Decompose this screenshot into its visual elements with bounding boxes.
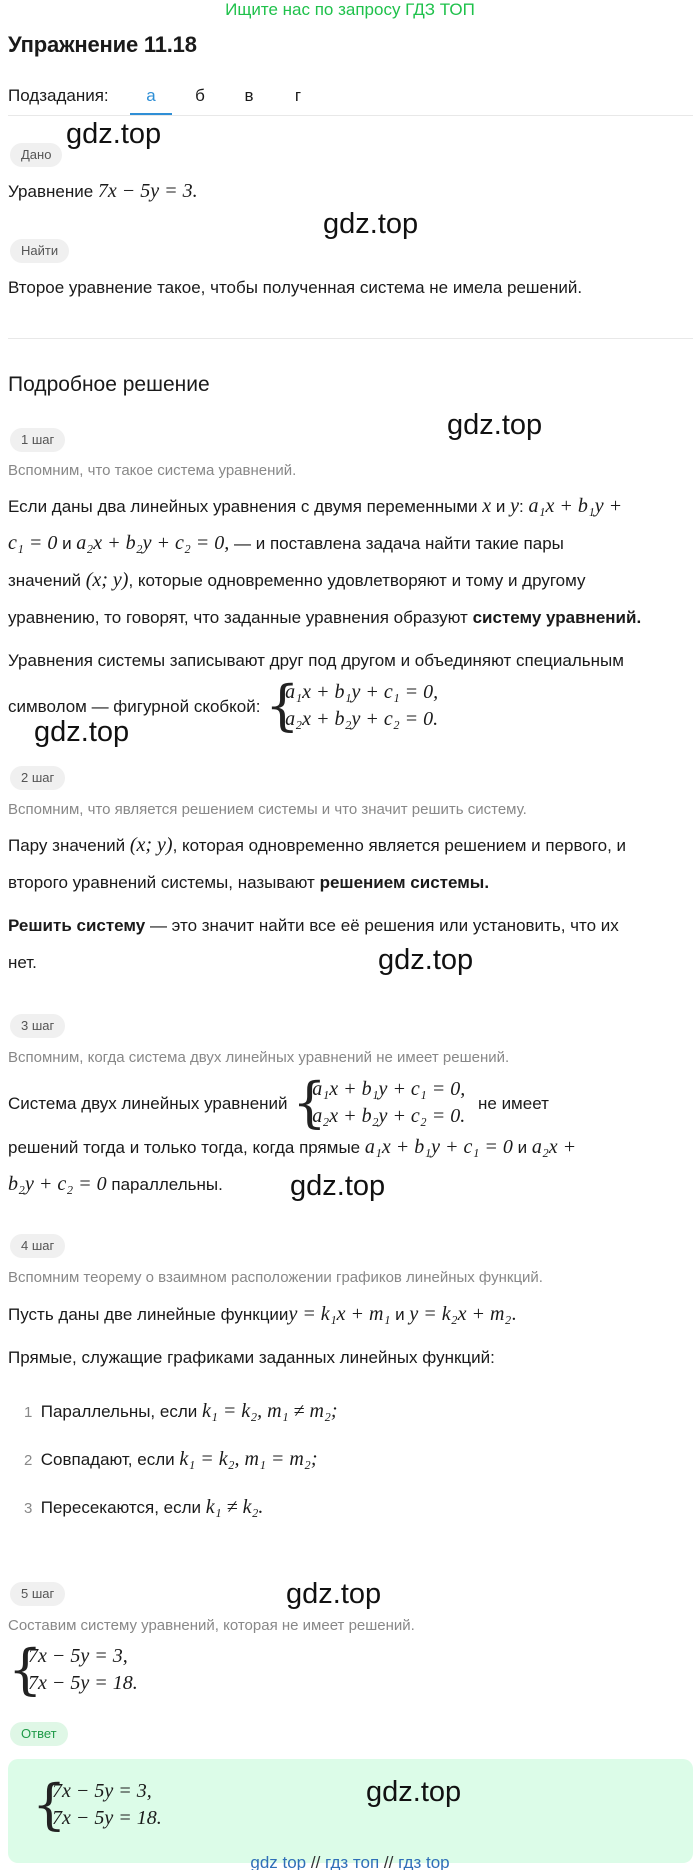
list-number: 1: [24, 1404, 33, 1421]
given-equation: 7x − 5y = 3.: [97, 180, 198, 202]
system-of-equations: [292, 1071, 466, 1134]
step-3-para-line2: [8, 1129, 693, 1166]
list-item: [8, 1489, 693, 1527]
system-eq-1: 7x − 5y = 3,: [52, 1780, 152, 1802]
math-equation: y = k₂x + m₂: [409, 1303, 512, 1325]
step-5-system: [8, 1638, 138, 1701]
system-of-equations: [32, 1773, 162, 1836]
step-5-hint: Составим систему уравнений, которая не имеет решений.: [8, 1617, 415, 1634]
text-fragment: и: [495, 497, 506, 516]
system-eq-2: 7x − 5y = 18.: [28, 1672, 138, 1694]
given-pill: Дано: [10, 143, 62, 167]
list-number: 3: [24, 1500, 33, 1517]
watermark: gdz.top: [323, 208, 419, 240]
step-4-para-line1: [8, 1296, 693, 1333]
step-1-para-line4: [8, 599, 693, 636]
text-fragment: , которая одновременно является решением и первого, и: [172, 836, 627, 855]
step-1-para-line3: [8, 562, 693, 599]
system-eq-2: a₂x + b₂y + c₂ = 0.: [312, 1105, 466, 1127]
step-4-para2: Прямые, служащие графиками заданных линейных функций:: [8, 1348, 495, 1367]
curly-brace-icon: {: [8, 1638, 43, 1701]
text-fragment: Система двух линейных уравнений: [8, 1093, 288, 1113]
step-1-pill: 1 шаг: [10, 428, 65, 452]
math-pair: (x; y): [129, 834, 173, 856]
watermark: gdz.top: [447, 409, 543, 441]
step-2-pill: 2 шаг: [10, 766, 65, 790]
list-text: Пересекаются, если: [40, 1498, 202, 1517]
text-fragment: .: [636, 608, 642, 627]
step-2-para2-line1: [8, 907, 693, 944]
step-5-pill: 5 шаг: [10, 1582, 65, 1606]
list-text: Совпадают, если: [40, 1450, 175, 1469]
step-2-para-line2: [8, 864, 693, 901]
math-condition: k₁ ≠ k₂.: [205, 1496, 264, 1518]
system-eq-1: a₁x + b₁y + c₁ = 0,: [312, 1078, 466, 1100]
text-fragment: не имеет: [478, 1093, 549, 1113]
text-fragment: Пару значений: [8, 836, 126, 855]
text-fragment: уравнению, то говорят, что заданные уравнения образуют: [8, 608, 468, 627]
step-2-para2-line2: нет.: [8, 953, 37, 972]
math-equation: a₂x + b₂y + c₂ = 0,: [76, 532, 230, 554]
watermark: gdz.top: [66, 118, 162, 150]
watermark: gdz.top: [366, 1776, 462, 1808]
top-banner: Ищите нас по запросу ГДЗ ТОП: [225, 0, 475, 19]
text-fragment: решений тогда и только тогда, когда прямые: [8, 1138, 361, 1157]
text-fragment: — и поставлена задача найти такие пары: [234, 534, 564, 553]
given-label: Уравнение: [8, 182, 94, 201]
step-3-pill: 3 шаг: [10, 1014, 65, 1038]
find-text: Второе уравнение такое, чтобы полученная система не имела решений.: [8, 278, 583, 297]
divider: [8, 115, 693, 116]
watermark: gdz.top: [34, 716, 130, 748]
text-fragment: .: [484, 873, 490, 892]
divider: [8, 338, 693, 339]
bold-term: решением системы: [319, 873, 485, 892]
system-eq-1: 7x − 5y = 3,: [28, 1645, 128, 1667]
footer-links: [0, 1853, 700, 1870]
answer-pill: Ответ: [10, 1722, 68, 1746]
footer-separator: //: [383, 1853, 394, 1870]
watermark: gdz.top: [286, 1578, 382, 1610]
math-equation: a₁x + b₁y +: [528, 495, 623, 517]
text-fragment: и: [62, 534, 72, 553]
text-fragment: значений: [8, 571, 81, 590]
math-y: y: [510, 495, 520, 517]
text-fragment: :: [519, 497, 524, 516]
step-1-para-line1: [8, 488, 693, 525]
step-2-hint: Вспомним, что является решением системы и что значит решить систему.: [8, 801, 527, 818]
list-item: [8, 1441, 693, 1479]
math-pair: (x; y): [85, 569, 129, 591]
answer-system: [32, 1773, 162, 1836]
bold-term: систему уравнений: [472, 608, 637, 627]
given-text: [8, 173, 693, 210]
system-eq-1: a₁x + b₁y + c₁ = 0,: [285, 681, 439, 703]
footer-link[interactable]: гдз top: [398, 1853, 450, 1870]
text-fragment: и: [517, 1138, 528, 1157]
tab-g[interactable]: г: [294, 86, 302, 105]
find-pill: Найти: [10, 239, 69, 263]
math-condition: k₁ = k₂, m₁ = m₂;: [179, 1448, 318, 1470]
watermark: gdz.top: [378, 944, 474, 976]
math-equation: y = k₁x + m₁: [288, 1303, 391, 1325]
list-number: 2: [24, 1452, 33, 1469]
list-item: [8, 1393, 693, 1431]
step-3-hint: Вспомним, когда система двух линейных уравнений не имеет решений.: [8, 1049, 510, 1066]
step-1-para-line2: [8, 525, 693, 562]
math-equation: a₁x + b₁y + c₁ = 0: [364, 1136, 513, 1158]
bold-term: Решить систему: [8, 916, 146, 935]
text-fragment: параллельны.: [111, 1175, 223, 1194]
text-fragment: и: [395, 1305, 405, 1324]
math-condition: k₁ = k₂, m₁ ≠ m₂;: [201, 1400, 338, 1422]
text-fragment: символом — фигурной скобкой:: [8, 696, 261, 716]
curly-brace-icon: {: [32, 1773, 67, 1836]
watermark: gdz.top: [290, 1170, 386, 1202]
math-equation: c₁ = 0: [8, 532, 58, 554]
text-fragment: второго уравнений системы, называют: [8, 873, 315, 892]
text-fragment: .: [511, 1303, 517, 1325]
step-3-para-line1: [8, 1071, 549, 1134]
system-eq-2: a₂x + b₂y + c₂ = 0.: [285, 708, 439, 730]
step-2-para-line1: [8, 827, 693, 864]
footer-link[interactable]: гдз топ: [325, 1853, 380, 1870]
step-1-para2-line1: Уравнения системы записывают друг под другом и объединяют специальным: [8, 651, 624, 670]
math-equation: b₂y + c₂ = 0: [8, 1173, 107, 1195]
step-1-hint: Вспомним, что такое система уравнений.: [8, 462, 297, 479]
footer-separator: //: [310, 1853, 321, 1870]
tab-b[interactable]: б: [195, 86, 205, 105]
footer-link[interactable]: gdz top: [250, 1853, 307, 1870]
tab-v[interactable]: в: [244, 86, 254, 105]
text-fragment: , которые одновременно удовлетворяют и тому и другому: [128, 571, 586, 590]
subtasks-label: Подзадания:: [8, 86, 109, 105]
math-equation: a₂x +: [531, 1136, 577, 1158]
curly-brace-icon: {: [265, 674, 300, 737]
tab-a[interactable]: а: [146, 86, 156, 105]
system-of-equations: [8, 1638, 138, 1701]
system-of-equations: [265, 674, 439, 737]
text-fragment: Если даны два линейных уравнения с двумя переменными: [8, 497, 478, 516]
list-text: Параллельны, если: [40, 1402, 198, 1421]
text-fragment: Пусть даны две линейные функции: [8, 1305, 289, 1324]
solution-title: Подробное решение: [8, 373, 210, 396]
text-fragment: — это значит найти все её решения или установить, что их: [149, 916, 619, 935]
page-title: Упражнение 11.18: [8, 32, 197, 57]
step-4-pill: 4 шаг: [10, 1234, 65, 1258]
math-x: x: [482, 495, 492, 517]
curly-brace-icon: {: [292, 1071, 327, 1134]
system-eq-2: 7x − 5y = 18.: [52, 1807, 162, 1829]
step-4-hint: Вспомним теорему о взаимном расположении графиков линейных функций.: [8, 1269, 543, 1286]
